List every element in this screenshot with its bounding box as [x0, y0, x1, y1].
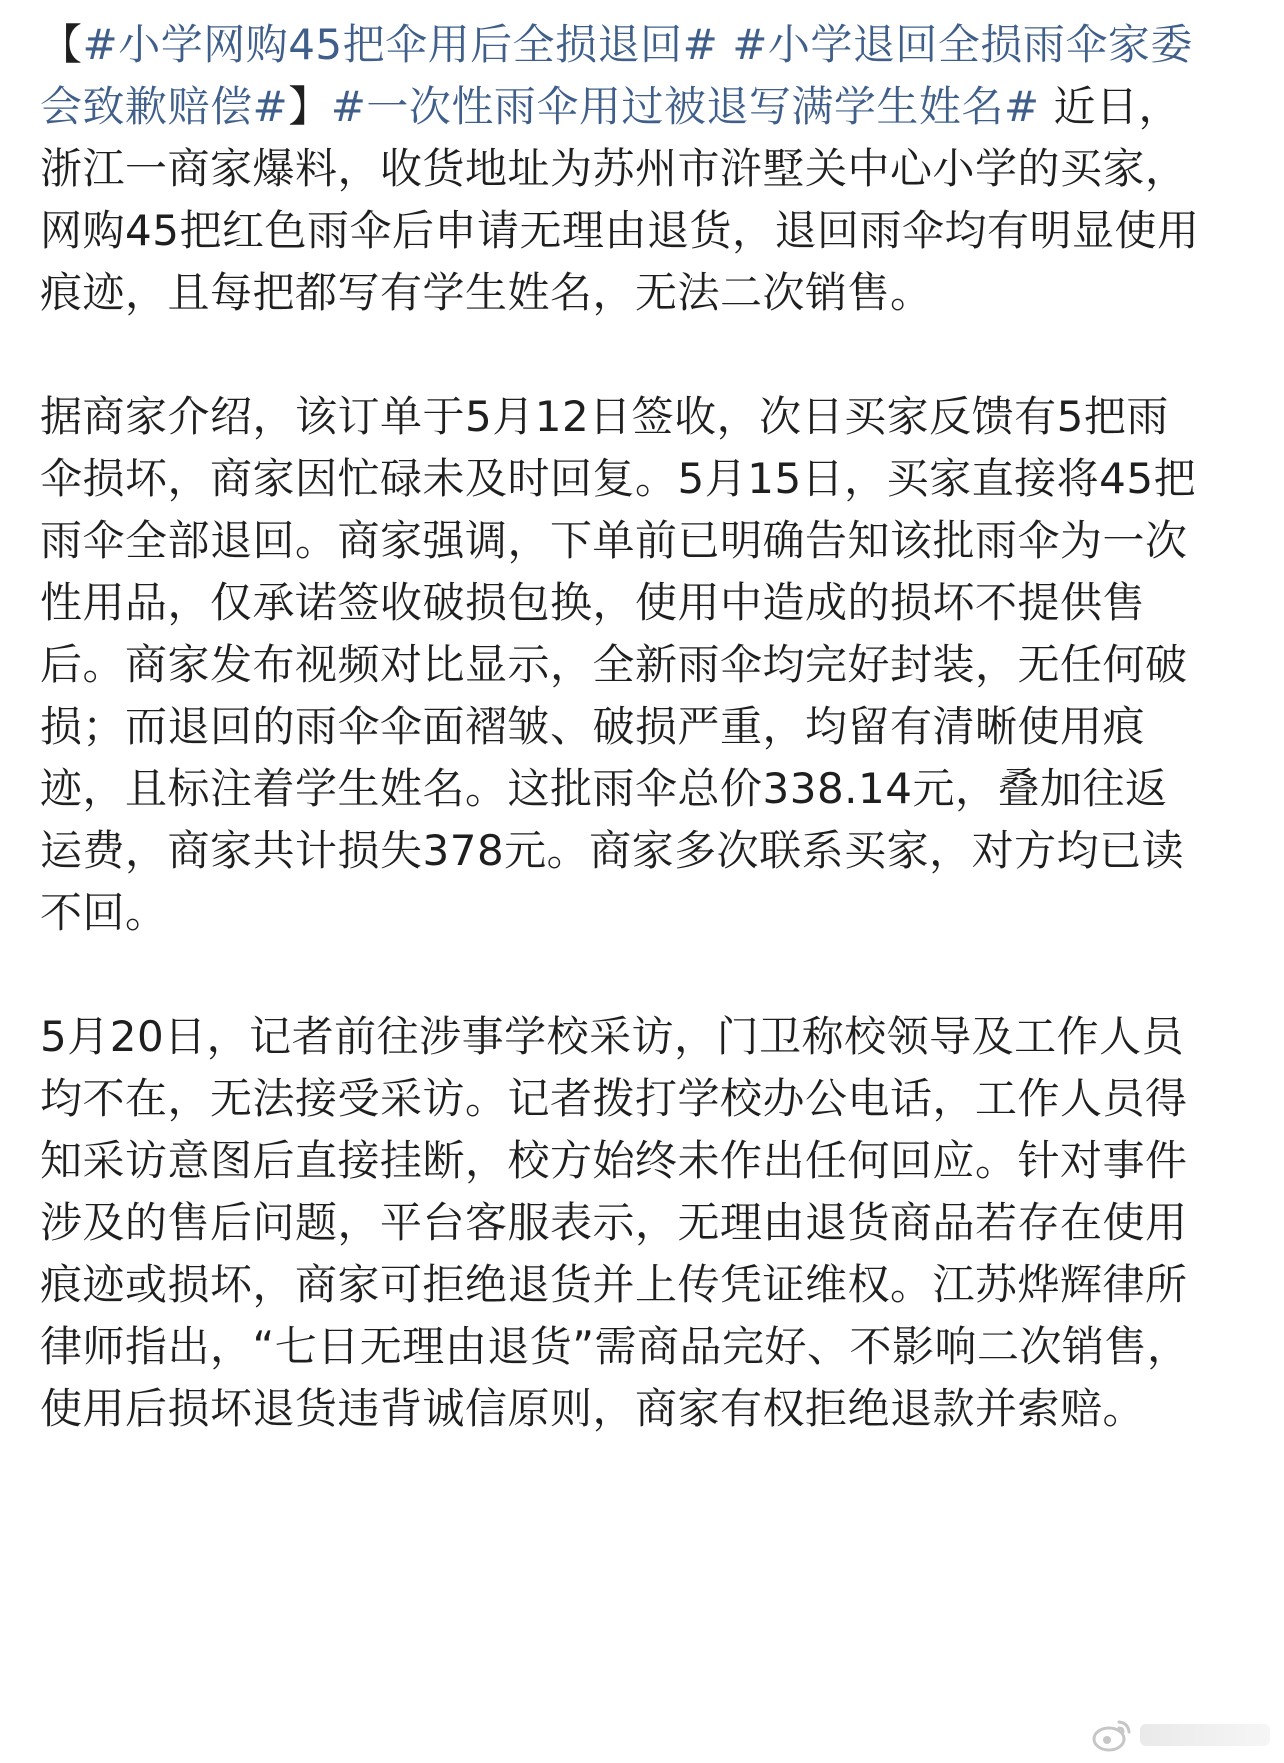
hashtag-3[interactable]: #一次性雨伞用过被退写满学生姓名#	[330, 82, 1040, 131]
hashtag-2[interactable]: #小学退回全损雨伞家委会致歉赔偿#	[40, 20, 1193, 131]
post-paragraph-3: 5月20日，记者前往涉事学校采访，门卫称校领导及工作人员均不在，无法接受采访。记者拨打学校办公电话，工作人员得知采访意图后直接挂断，校方始终未作出任何回应。针对事件涉及的售后问题，平台客服表示，无理由退货商品若存在使用痕迹或损坏，商家可拒绝退货并上传凭证维权。江苏烨辉律所律师指出，“七日无理由退货”需商品完好、不影响二次销售，使用后损坏退货违背诚信原则，商家有权拒绝退款并索赔。	[40, 1012, 1190, 1433]
open-bracket: 【	[40, 20, 83, 69]
watermark-username-blur	[1140, 1724, 1270, 1746]
intro-text: 近日，浙江一商家爆料，收货地址为苏州市浒墅关中心小学的买家，网购45把红色雨伞后申请无理由退货，退回雨伞均有明显使用痕迹，且每把都写有学生姓名，无法二次销售。	[40, 82, 1200, 317]
post-body	[40, 14, 1200, 1440]
watermark	[1092, 1713, 1270, 1757]
post-paragraph-1	[40, 14, 1200, 324]
hashtag-1[interactable]: #小学网购45把伞用后全损退回#	[82, 20, 719, 69]
weibo-logo-icon	[1092, 1718, 1132, 1752]
post-paragraph-2: 据商家介绍，该订单于5月12日签收，次日买家反馈有5把雨伞损坏，商家因忙碌未及时回复。5月15日，买家直接将45把雨伞全部退回。商家强调，下单前已明确告知该批雨伞为一次性用品，仅承诺签收破损包换，使用中造成的损坏不提供售后。商家发布视频对比显示，全新雨伞均完好封装，无任何破损；而退回的雨伞伞面褶皱、破损严重，均留有清晰使用痕迹，且标注着学生姓名。这批雨伞总价338.14元，叠加往返运费，商家共计损失378元。商家多次联系买家，对方均已读不回。	[40, 392, 1197, 937]
close-bracket: 】	[288, 82, 331, 131]
